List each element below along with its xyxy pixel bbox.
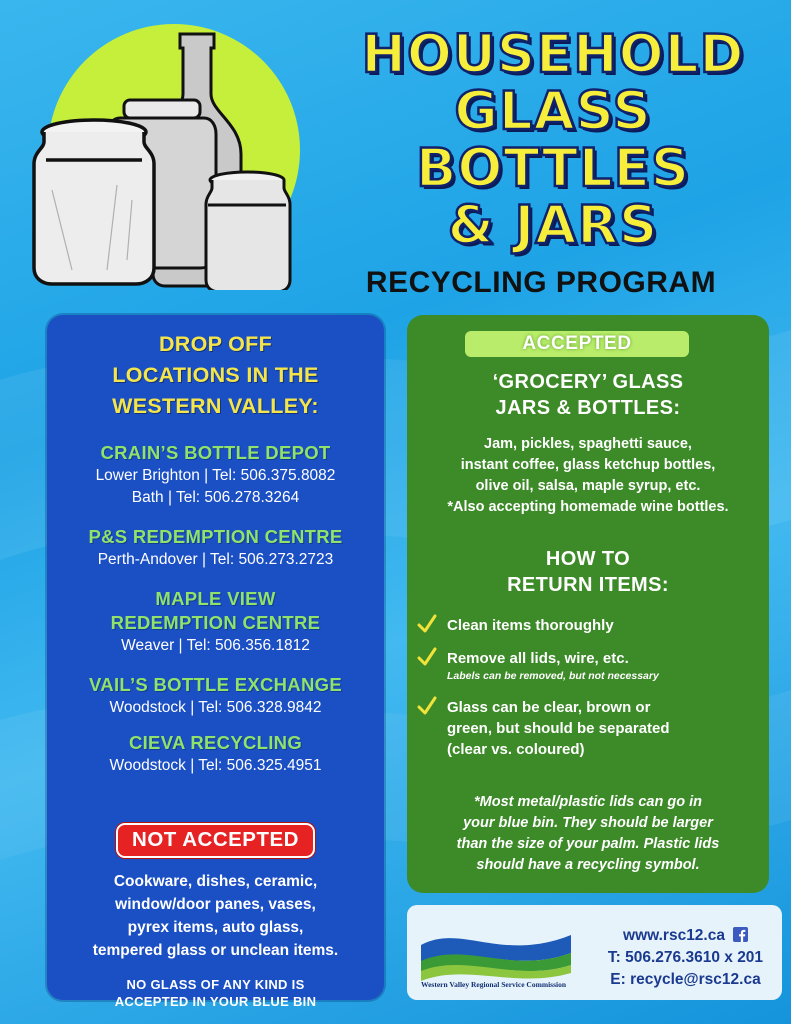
location-detail: Lower Brighton | Tel: 506.375.8082 [95, 467, 336, 484]
accepted-heading [407, 369, 769, 421]
accepted-panel [407, 315, 769, 893]
location-name-line: REDEMPTION CENTRE [110, 612, 321, 633]
location-name: CRAIN’S BOTTLE DEPOT [100, 442, 331, 463]
location-detail: Perth-Andover | Tel: 506.273.2723 [97, 551, 334, 568]
step-text: Remove all lids, wire, etc. [447, 650, 629, 667]
website-row [593, 925, 778, 947]
not-accepted-line: Cookware, dishes, ceramic, [113, 873, 318, 890]
location-name-line: MAPLE VIEW [155, 588, 276, 609]
title-line-2: GLASS BOTTLES [415, 81, 691, 199]
how-to-heading-line: HOW TO [545, 548, 631, 570]
dropoff-heading-line: DROP OFF [158, 332, 273, 356]
location-detail: Woodstock | Tel: 506.328.9842 [109, 699, 322, 716]
location-detail: Weaver | Tel: 506.356.1812 [121, 637, 310, 654]
accepted-items-list [407, 434, 769, 518]
location-cieva [47, 731, 384, 777]
not-accepted-badge: NOT ACCEPTED [116, 823, 315, 858]
lids-note [407, 792, 769, 876]
blue-bin-warning-line: NO GLASS OF ANY KIND IS [126, 977, 305, 992]
not-accepted-line: pyrex items, auto glass, [127, 919, 304, 936]
checkmark-icon [417, 614, 437, 634]
dropoff-heading-line: WESTERN VALLEY: [112, 394, 319, 418]
location-ps [47, 525, 384, 571]
checkmark-icon [417, 647, 437, 667]
location-name: CIEVA RECYCLING [128, 732, 303, 753]
how-to-heading-line: RETURN ITEMS: [507, 574, 669, 596]
accepted-badge: ACCEPTED [465, 331, 689, 357]
phone-number[interactable]: T: 506.276.3610 x 201 [607, 949, 764, 966]
accepted-items-line: instant coffee, glass ketchup bottles, [460, 457, 716, 473]
not-accepted-line: tempered glass or unclean items. [92, 942, 339, 959]
location-name: P&S REDEMPTION CENTRE [88, 526, 343, 547]
email-address[interactable]: E: recycle@rsc12.ca [610, 971, 761, 988]
poster-title [318, 26, 788, 254]
dropoff-heading [47, 329, 384, 422]
glass-jars-bottle-illustration [22, 20, 322, 290]
lids-note-line: than the size of your palm. Plastic lids [456, 836, 720, 852]
org-name: Western Valley Regional Service Commission [421, 980, 566, 989]
website-link[interactable]: www.rsc12.ca [623, 927, 725, 944]
location-detail: Woodstock | Tel: 506.325.4951 [109, 757, 322, 774]
return-step [417, 615, 762, 636]
title-line-1: HOUSEHOLD [361, 24, 745, 85]
lids-note-line: should have a recycling symbol. [476, 857, 700, 873]
step-text: Clean items thoroughly [447, 617, 614, 634]
not-accepted-line: window/door panes, vases, [115, 896, 316, 913]
location-detail: Bath | Tel: 506.278.3264 [131, 489, 300, 506]
blue-bin-warning-line: ACCEPTED IN YOUR BLUE BIN [114, 994, 317, 1009]
title-line-3: & JARS [447, 195, 659, 256]
facebook-icon[interactable] [733, 927, 748, 942]
accepted-items-line: olive oil, salsa, maple syrup, etc. [475, 478, 701, 494]
return-step [417, 697, 762, 760]
accepted-items-line: Jam, pickles, spaghetti sauce, [484, 436, 692, 452]
lids-note-line: your blue bin. They should be larger [463, 815, 713, 831]
blue-bin-warning [47, 976, 384, 1010]
poster-subtitle: RECYCLING PROGRAM [365, 266, 717, 299]
location-crains [47, 441, 384, 509]
return-step [417, 648, 762, 683]
accepted-items-line: *Also accepting homemade wine bottles. [447, 499, 729, 515]
location-name: VAIL’S BOTTLE EXCHANGE [89, 674, 342, 695]
step-text: Glass can be clear, brown or [447, 699, 651, 716]
contact-footer [407, 905, 782, 1000]
how-to-heading [407, 546, 769, 598]
step-text: (clear vs. coloured) [447, 741, 585, 758]
contact-info [593, 925, 778, 991]
dropoff-panel [47, 315, 384, 1009]
dropoff-heading-line: LOCATIONS IN THE [112, 363, 319, 387]
not-accepted-list [47, 870, 384, 962]
location-vails [47, 673, 384, 719]
location-maple-view [47, 587, 384, 657]
wvrsc-logo [421, 923, 571, 983]
step-text: green, but should be separated [447, 720, 670, 737]
return-steps [417, 615, 762, 772]
lids-note-line: *Most metal/plastic lids can go in [473, 794, 703, 810]
step-note: Labels can be removed, but not necessary [447, 670, 659, 682]
accepted-heading-line: JARS & BOTTLES: [495, 397, 681, 419]
checkmark-icon [417, 696, 437, 716]
accepted-heading-line: ‘GROCERY’ GLASS [492, 371, 684, 393]
